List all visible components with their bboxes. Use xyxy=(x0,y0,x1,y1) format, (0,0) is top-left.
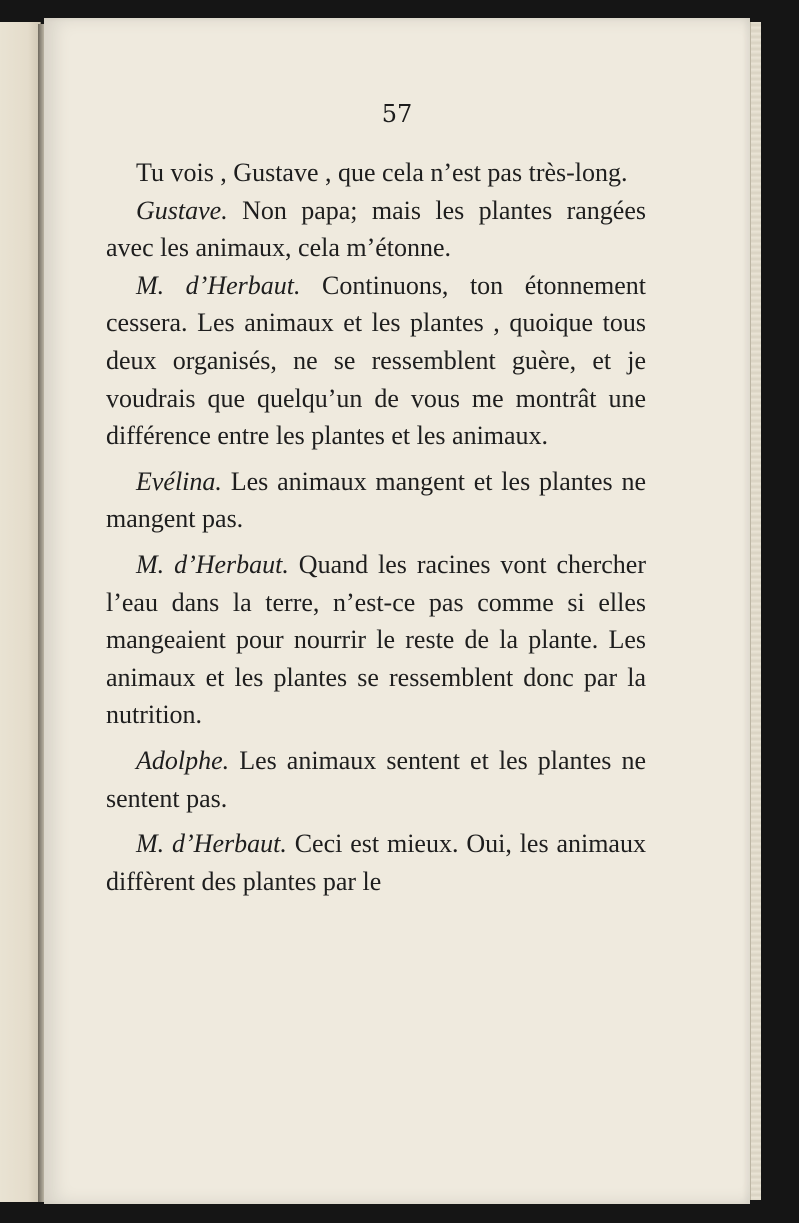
speaker-name: Gustave. xyxy=(136,195,228,225)
paragraph xyxy=(106,267,646,455)
speaker-name: M. d’Herbaut. xyxy=(136,829,287,859)
paragraph-text: Les animaux mangent et les plantes ne mangent pas. xyxy=(106,466,646,534)
page-number: 57 xyxy=(381,100,413,128)
paragraph xyxy=(106,742,646,817)
facing-page-edge xyxy=(0,22,41,1202)
page-stack-edge xyxy=(750,22,761,1200)
paragraph xyxy=(106,192,646,267)
paragraph-text: Tu vois , Gustave , que cela n’est pas très-long. xyxy=(136,158,628,187)
speaker-name: M. d’Herbaut. xyxy=(136,549,289,579)
speaker-name: Evélina. xyxy=(136,466,222,496)
paragraph xyxy=(106,825,646,900)
paragraph-text: Ceci est mieux. Oui, les animaux diffèrent des plantes par le xyxy=(106,829,646,896)
paragraph xyxy=(106,463,646,538)
paragraph xyxy=(106,546,646,734)
paragraph-text: Les animaux sentent et les plantes ne sentent pas. xyxy=(106,745,646,813)
page-text xyxy=(106,154,646,900)
book-page xyxy=(44,18,750,1204)
speaker-name: M. d’Herbaut. xyxy=(136,270,301,300)
paragraph-text: Quand les racines vont chercher l’eau dans la terre, n’est-ce pas comme si elles mangeaient pour nourrir le reste de la plante. Les animaux et les plantes se ressemblent donc par la nutrition. xyxy=(106,549,646,730)
paragraph-text: Continuons, ton étonnement cessera. Les animaux et les plantes , quoique tous deux organisés, ne se ressemblent guère, et je voudrais que quelqu’un de vous me montrât une différence entre les plantes et les animaux. xyxy=(106,270,646,451)
paragraph xyxy=(106,154,646,192)
paragraph-text: Non papa; mais les plantes rangées avec les animaux, cela m’étonne. xyxy=(106,195,646,263)
speaker-name: Adolphe. xyxy=(136,745,230,775)
